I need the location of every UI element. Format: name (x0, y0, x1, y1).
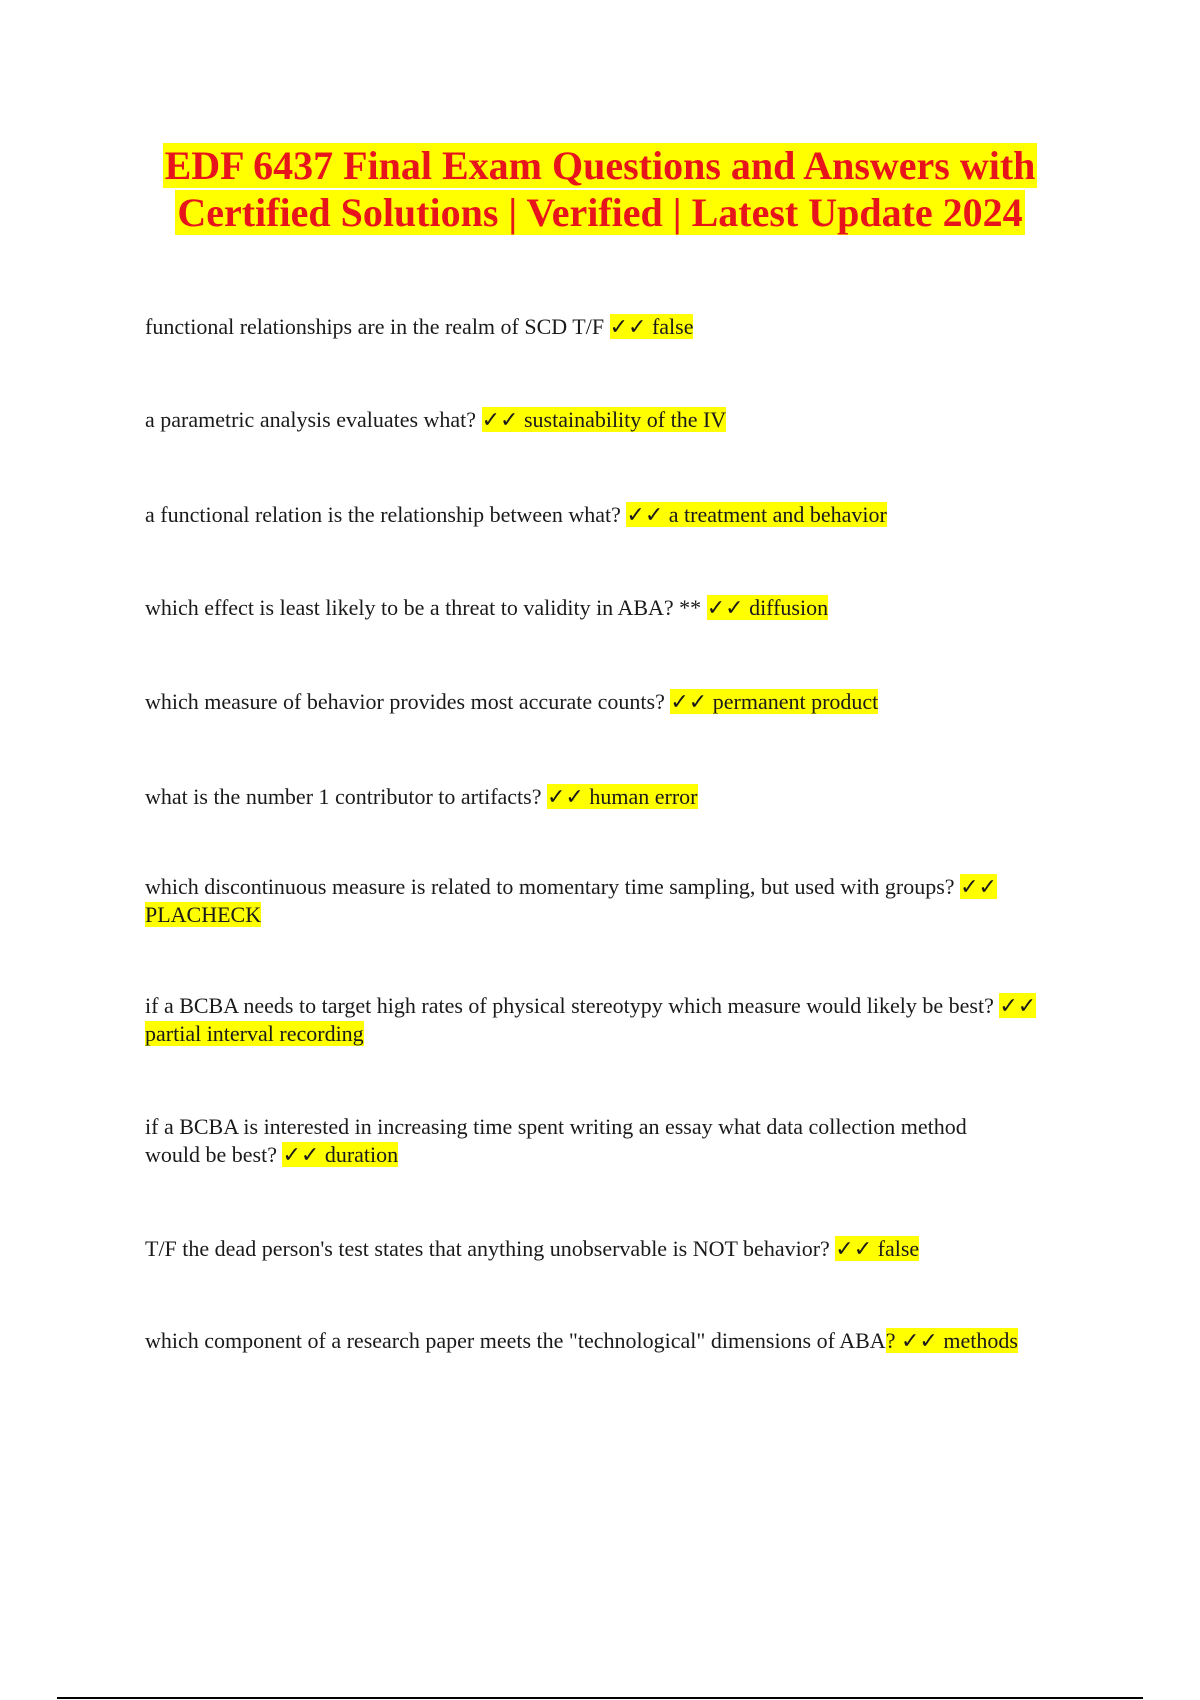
answer-text: partial interval recording (145, 1021, 364, 1046)
question-text: if a BCBA needs to target high rates of physical stereotypy which measure would likely be best? (145, 993, 1000, 1018)
answer-highlight (670, 689, 878, 714)
check-icon: ✓✓ (900, 1328, 938, 1353)
answer-text: PLACHECK (145, 902, 262, 927)
answer-text: sustainability of the IV (523, 407, 727, 432)
answer-text: false (651, 314, 694, 339)
qa-item (145, 313, 1065, 341)
check-icon: ✓✓ (670, 689, 708, 714)
title-line-2: Certified Solutions | Verified | Latest Update 2024 (177, 190, 1023, 235)
answer-highlight (835, 1236, 919, 1261)
title-line-1: EDF 6437 Final Exam Questions and Answers with (164, 143, 1036, 188)
answer-highlight (547, 784, 698, 809)
qa-item (145, 406, 1065, 434)
check-icon: ✓✓ (835, 1236, 873, 1261)
answer-prefix: ? (885, 1328, 901, 1353)
question-text: a functional relation is the relationship between what? (145, 502, 627, 527)
check-icon: ✓✓ (609, 314, 647, 339)
answer-text: a treatment and behavior (668, 502, 887, 527)
answer-text: false (877, 1236, 920, 1261)
check-icon: ✓✓ (999, 993, 1037, 1018)
check-icon: ✓✓ (547, 784, 584, 809)
document-title (0, 142, 1200, 236)
question-text: a parametric analysis evaluates what? (145, 407, 482, 432)
qa-item (145, 501, 1065, 529)
check-icon: ✓✓ (706, 595, 744, 620)
qa-item (145, 594, 1065, 622)
check-icon: ✓✓ (282, 1142, 320, 1167)
bottom-divider (57, 1697, 1143, 1699)
check-icon: ✓✓ (960, 874, 997, 899)
answer-text: permanent product (712, 689, 879, 714)
question-text: which component of a research paper meets the "technological" dimensions of ABA (145, 1328, 886, 1353)
question-text: what is the number 1 contributor to artifacts? (145, 784, 547, 809)
question-text: which effect is least likely to be a threat to validity in ABA? ** (145, 595, 707, 620)
check-icon: ✓✓ (481, 407, 519, 432)
qa-item (145, 688, 1065, 716)
question-text: functional relationships are in the realm of SCD T/F (145, 314, 610, 339)
answer-highlight (886, 1328, 1018, 1353)
question-text: which discontinuous measure is related to momentary time sampling, but used with groups? (145, 874, 961, 899)
answer-text: methods (943, 1328, 1018, 1353)
answer-highlight (707, 595, 828, 620)
qa-item (145, 1113, 1005, 1169)
answer-text: human error (589, 784, 698, 809)
answer-highlight (482, 407, 727, 432)
answer-highlight (282, 1142, 398, 1167)
answer-highlight (610, 314, 694, 339)
answer-text: diffusion (749, 595, 829, 620)
qa-item (145, 1235, 1065, 1263)
question-text: which measure of behavior provides most accurate counts? (145, 689, 671, 714)
qa-item (145, 992, 1065, 1048)
check-icon: ✓✓ (626, 502, 664, 527)
qa-item (145, 1327, 1045, 1355)
question-text: if a BCBA is interested in increasing time spent writing an essay what data collection method would be best? (145, 1114, 967, 1167)
question-text: T/F the dead person's test states that anything unobservable is NOT behavior? (145, 1236, 836, 1261)
answer-text: duration (324, 1142, 399, 1167)
qa-item (145, 873, 1065, 929)
qa-item (145, 783, 1065, 811)
answer-highlight (626, 502, 886, 527)
